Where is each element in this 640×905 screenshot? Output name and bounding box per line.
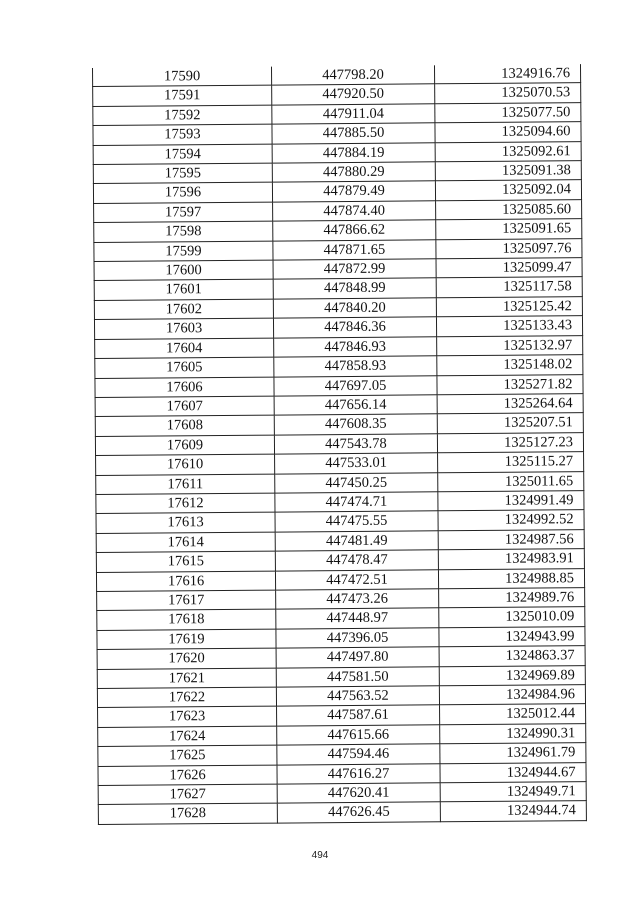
point-id-cell: 17611 [96,474,275,495]
point-id-cell: 17616 [96,571,275,592]
y-coordinate-cell: 1324989.76 [439,588,585,609]
point-id-cell: 17626 [98,765,277,786]
y-coordinate-cell: 1324863.37 [439,646,585,667]
x-coordinate-cell: 447697.05 [274,375,437,396]
y-coordinate-cell: 1325099.47 [436,258,582,279]
y-coordinate-cell: 1324961.79 [440,743,586,764]
x-coordinate-cell: 447798.20 [271,65,434,85]
y-coordinate-cell: 1325010.09 [439,607,585,628]
y-coordinate-cell: 1325148.02 [437,355,583,376]
x-coordinate-cell: 447587.61 [277,705,440,726]
y-coordinate-cell: 1324984.96 [439,685,585,706]
point-id-cell: 17601 [94,280,273,301]
x-coordinate-cell: 447656.14 [274,395,437,416]
y-coordinate-cell: 1325207.51 [437,413,583,434]
y-coordinate-cell: 1325011.65 [438,471,584,492]
y-coordinate-cell: 1325127.23 [437,432,583,453]
y-coordinate-cell: 1325092.61 [435,141,581,162]
table-row [98,801,586,824]
point-id-cell: 17596 [93,183,272,204]
x-coordinate-cell: 447846.36 [273,317,436,338]
point-id-cell: 17612 [96,493,275,514]
x-coordinate-cell: 447616.27 [277,763,440,784]
point-id-cell: 17618 [97,609,276,630]
x-coordinate-cell: 447846.93 [274,336,437,357]
y-coordinate-cell: 1325097.76 [436,238,582,259]
point-id-cell: 17603 [94,318,273,339]
point-id-cell: 17615 [96,551,275,572]
y-coordinate-cell: 1325264.64 [437,394,583,415]
x-coordinate-cell: 447497.80 [276,647,439,668]
point-id-cell: 17624 [98,726,277,747]
x-coordinate-cell: 447884.19 [272,142,435,163]
y-coordinate-cell: 1324949.71 [440,782,586,803]
x-coordinate-cell: 447533.01 [275,453,438,474]
coordinate-table-body [92,64,586,824]
point-id-cell: 17607 [95,396,274,417]
point-id-cell: 17617 [97,590,276,611]
y-coordinate-cell: 1324916.76 [434,64,580,84]
y-coordinate-cell: 1325085.60 [436,200,582,221]
point-id-cell: 17600 [94,260,273,281]
point-id-cell: 17593 [93,124,272,145]
x-coordinate-cell: 447594.46 [277,744,440,765]
y-coordinate-cell: 1325091.38 [435,161,581,182]
point-id-cell: 17627 [98,784,277,805]
page-number: 494 [311,850,329,861]
x-coordinate-cell: 447866.62 [273,220,436,241]
point-id-cell: 17594 [93,144,272,165]
y-coordinate-cell: 1324987.56 [438,529,584,550]
y-coordinate-cell: 1325132.97 [437,335,583,356]
y-coordinate-cell: 1324992.52 [438,510,584,531]
point-id-cell: 17620 [97,648,276,669]
x-coordinate-cell: 447474.71 [275,492,438,513]
x-coordinate-cell: 447874.40 [273,201,436,222]
point-id-cell: 17598 [94,221,273,242]
point-id-cell: 17602 [94,299,273,320]
x-coordinate-cell: 447848.99 [273,278,436,299]
x-coordinate-cell: 447581.50 [276,666,439,687]
y-coordinate-cell: 1324991.49 [438,491,584,512]
y-coordinate-cell: 1325115.27 [438,452,584,473]
y-coordinate-cell: 1324944.67 [440,762,586,783]
point-id-cell: 17592 [93,105,272,126]
point-id-cell: 17595 [93,163,272,184]
y-coordinate-cell: 1325012.44 [440,704,586,725]
y-coordinate-cell: 1324944.74 [440,801,586,822]
x-coordinate-cell: 447563.52 [276,686,439,707]
y-coordinate-cell: 1325077.50 [435,102,581,123]
point-id-cell: 17621 [97,668,276,689]
point-id-cell: 17613 [96,512,275,533]
x-coordinate-cell: 447880.29 [272,162,435,183]
x-coordinate-cell: 447872.99 [273,259,436,280]
point-id-cell: 17623 [98,706,277,727]
point-id-cell: 17591 [93,85,272,106]
point-id-cell: 17619 [97,629,276,650]
point-id-cell: 17604 [95,338,274,359]
y-coordinate-cell: 1325091.65 [436,219,582,240]
y-coordinate-cell: 1325133.43 [436,316,582,337]
point-id-cell: 17610 [96,454,275,475]
point-id-cell: 17605 [95,357,274,378]
y-coordinate-cell: 1324988.85 [438,568,584,589]
x-coordinate-cell: 447481.49 [275,531,438,552]
coordinate-table [92,64,587,825]
x-coordinate-cell: 447626.45 [277,802,440,823]
x-coordinate-cell: 447620.41 [277,783,440,804]
x-coordinate-cell: 447911.04 [272,104,435,125]
x-coordinate-cell: 447448.97 [276,608,439,629]
y-coordinate-cell: 1325094.60 [435,122,581,143]
y-coordinate-cell: 1325125.42 [436,297,582,318]
x-coordinate-cell: 447920.50 [272,84,435,105]
y-coordinate-cell: 1325070.53 [435,83,581,104]
point-id-cell: 17597 [94,202,273,223]
point-id-cell: 17614 [96,532,275,553]
x-coordinate-cell: 447871.65 [273,239,436,260]
point-id-cell: 17599 [94,241,273,262]
y-coordinate-cell: 1324943.99 [439,626,585,647]
y-coordinate-cell: 1324990.31 [440,723,586,744]
x-coordinate-cell: 447840.20 [273,298,436,319]
x-coordinate-cell: 447858.93 [274,356,437,377]
y-coordinate-cell: 1325117.58 [436,277,582,298]
x-coordinate-cell: 447879.49 [272,181,435,202]
point-id-cell: 17625 [98,745,277,766]
x-coordinate-cell: 447885.50 [272,123,435,144]
x-coordinate-cell: 447478.47 [275,550,438,571]
x-coordinate-cell: 447475.55 [275,511,438,532]
x-coordinate-cell: 447608.35 [274,414,437,435]
y-coordinate-cell: 1325271.82 [437,374,583,395]
x-coordinate-cell: 447472.51 [275,569,438,590]
point-id-cell: 17606 [95,377,274,398]
point-id-cell: 17590 [92,67,271,87]
x-coordinate-cell: 447473.26 [276,589,439,610]
point-id-cell: 17622 [97,687,276,708]
point-id-cell: 17628 [98,804,277,825]
x-coordinate-cell: 447396.05 [276,628,439,649]
x-coordinate-cell: 447615.66 [277,725,440,746]
x-coordinate-cell: 447450.25 [275,472,438,493]
y-coordinate-cell: 1324983.91 [438,549,584,570]
x-coordinate-cell: 447543.78 [274,434,437,455]
point-id-cell: 17608 [95,415,274,436]
point-id-cell: 17609 [95,435,274,456]
y-coordinate-cell: 1324969.89 [439,665,585,686]
y-coordinate-cell: 1325092.04 [435,180,581,201]
